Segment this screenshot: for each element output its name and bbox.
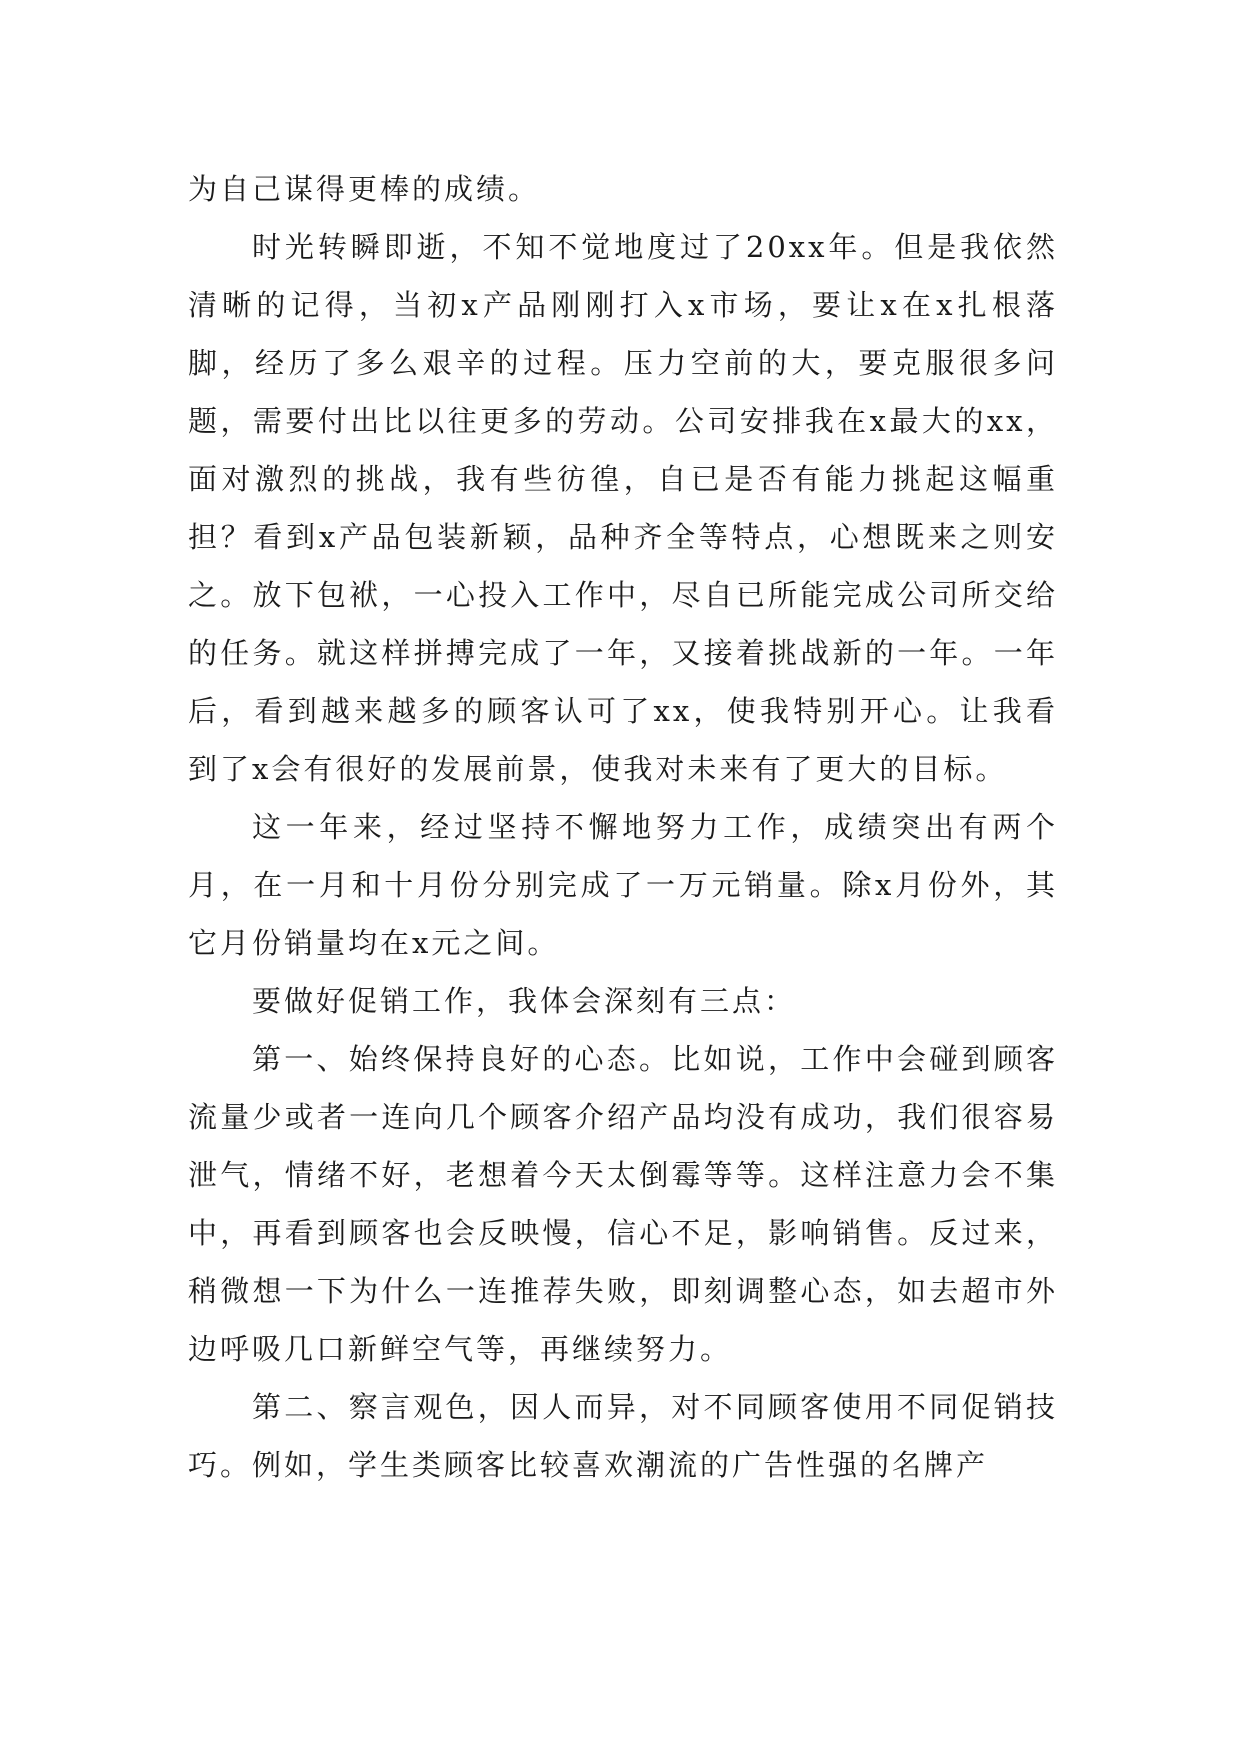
paragraph-3: 这一年来，经过坚持不懈地努力工作，成绩突出有两个月，在一月和十月份分别完成了一万元销量。除x月份外，其它月份销量均在x元之间。 [188,810,1058,960]
paragraph-2: 时光转瞬即逝，不知不觉地度过了20xx年。但是我依然清晰的记得，当初x产品刚刚打入x市场，要让x在x扎根落脚，经历了多么艰辛的过程。压力空前的大，要克服很多问题，需要付出比以往更多的劳动。公司安排我在x最大的xx，面对激烈的挑战，我有些彷徨，自已是否有能力挑起这幅重担？看到x产品包装新颖，品种齐全等特点，心想既来之则安之。放下包袱，一心投入工作中，尽自已所能完成公司所交给的任务。就这样拼搏完成了一年，又接着挑战新的一年。一年后，看到越来越多的顾客认可了xx，使我特别开心。让我看到了x会有很好的发展前景，使我对未来有了更大的目标。 [188,230,1058,786]
paragraph-1: 为自己谋得更棒的成绩。 [188,172,541,206]
paragraph-5: 第一、始终保持良好的心态。比如说，工作中会碰到顾客流量少或者一连向几个顾客介绍产品均没有成功，我们很容易泄气，情绪不好，老想着今天太倒霉等等。这样注意力会不集中，再看到顾客也会反映慢，信心不足，影响销售。反过来，稍微想一下为什么一连推荐失败，即刻调整心态，如去超市外边呼吸几口新鲜空气等，再继续努力。 [188,1042,1058,1366]
paragraph-4: 要做好促销工作，我体会深刻有三点： [252,984,797,1018]
paragraph-6: 第二、察言观色，因人而异，对不同顾客使用不同促销技巧。例如，学生类顾客比较喜欢潮流的广告性强的名牌产 [188,1390,1058,1482]
document-body [188,160,1058,1494]
